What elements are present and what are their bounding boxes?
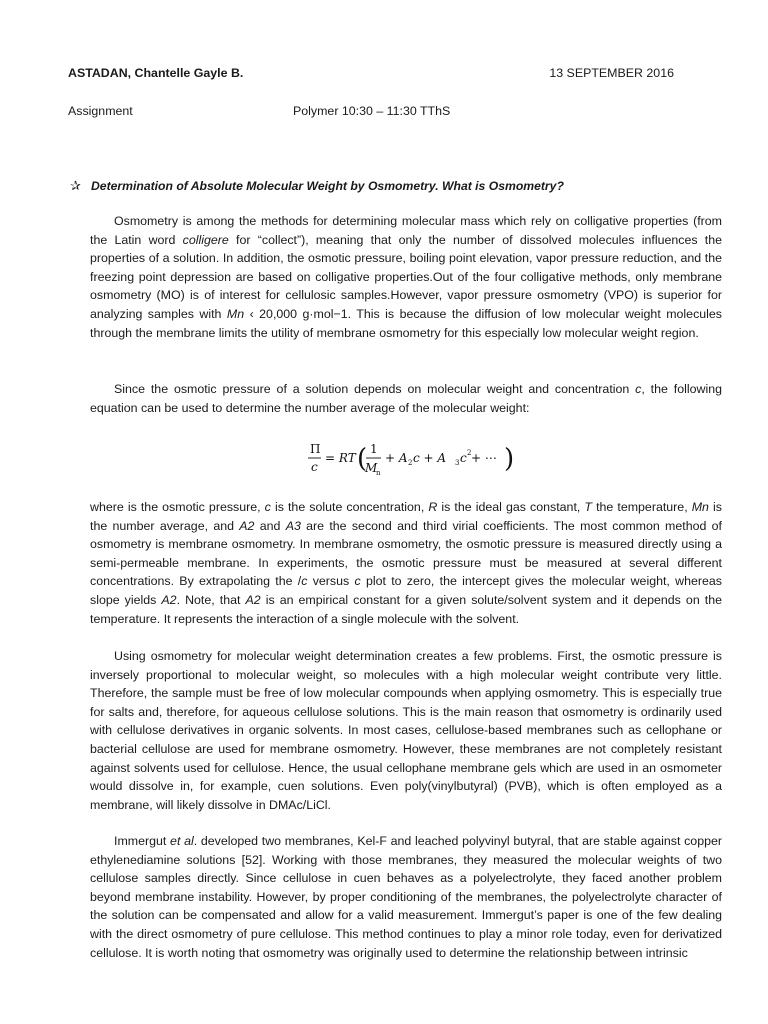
text-run: . Note, that xyxy=(176,592,246,607)
header-row-assignment xyxy=(68,104,674,118)
header-row-author xyxy=(68,66,674,80)
symbol-c: c xyxy=(264,500,271,514)
section-heading xyxy=(70,178,708,194)
text-run: for “collect”), meaning that only the number of dissolved molecules influences the properties of a solution. In addition, the osmotic pressure, boiling point elevation, vapor pressure reduction, and the freezing point depression are based on colligative properties.Out of the four colligative methods, only membrane osmometry (MO) is of interest for cellulosic samples.However, vapor pressure osmometry (VPO) is superior for analyzing samples with xyxy=(90,232,722,321)
symbol-mn: Mn xyxy=(691,500,709,514)
eq-left-paren: ( xyxy=(357,444,368,474)
symbol-a2: A2 xyxy=(239,518,255,533)
assignment-label: Assignment xyxy=(68,104,133,118)
text-run: Immergut xyxy=(114,834,171,848)
eq-c-squared: c xyxy=(460,451,467,465)
text-run: ‹ 20,000 g·mol−1. This is because the diffusion of low molecular weight molecules through the membrane limits the utility of membrane osmometry for this especially low molecular weight region. xyxy=(90,306,722,340)
symbol-a2: A2 xyxy=(161,592,177,607)
author-name: ASTADAN, Chantelle Gayle B. xyxy=(68,66,244,80)
eq-a2-sub: 2 xyxy=(408,459,413,467)
text-run: the temperature, xyxy=(592,500,692,514)
eq-n-sub: n xyxy=(376,469,381,477)
symbol-t: T xyxy=(584,500,592,514)
paragraph-osmometry-problems: Using osmometry for molecular weight determination creates a few problems. First, the osmotic pressure is inversely proportional to molecular weight, so molecules with a high molecular weight contribute very little. Therefore, the sample must be free of low molecular compounds when applying osmometry. This is especially true for salts and, therefore, for aqueous cellulose solutions. This is the main reason that osmometry is ordinarily used with cellulose derivatives in organic solvents. In most cases, cellulose-based membranes such as cellophane or bacterial cellulose are used for membrane osmometry. However, these membranes are not completely resistant against solvents used for cellulose. Hence, the usual cellophane membrane gels which are used in an osmometer would dissolve in, for example, cuen solutions. Even poly(vinylbutyral) (PVB), which is often employed as a membrane, will likely dissolve in DMAc/LiCl. xyxy=(90,649,722,812)
text-run: is the number average, and xyxy=(90,500,722,533)
symbol-a3: A3 xyxy=(285,518,301,533)
text-run: are the second and third virial coefficients. The most common method of osmometry is membrane osmometry. In membrane osmometry, the osmotic pressure is measured directly using a semi-permeable membrane. In experiments, the osmotic pressure must be measured at several different concentrations. By extrapolating the / xyxy=(90,518,723,589)
symbol-a2: A2 xyxy=(245,592,261,607)
eq-dots: + ⋯ xyxy=(471,451,497,465)
paragraph-osmometry-intro xyxy=(90,212,722,342)
text-run: plot to zero, the intercept gives the molecular weight, whereas slope yields xyxy=(90,574,722,607)
star-bullet-icon: ✰ xyxy=(70,178,81,193)
paragraph-where-definitions xyxy=(90,498,722,628)
document-date: 13 SEPTEMBER 2016 xyxy=(549,66,674,80)
eq-pi: Π xyxy=(310,442,321,456)
paragraph-osmotic-pressure xyxy=(90,380,722,417)
symbol-c: c xyxy=(301,574,308,589)
latin-term: colligere xyxy=(182,232,229,247)
osmotic-pressure-equation xyxy=(308,438,518,480)
eq-m: M xyxy=(365,461,378,475)
text-run: where is the osmotic pressure, xyxy=(90,500,265,514)
eq-plus-a: + A xyxy=(385,451,408,465)
symbol-c: c xyxy=(635,382,642,396)
symbol-c: c xyxy=(354,574,361,589)
eq-one: 1 xyxy=(370,442,378,456)
text-run: is the ideal gas constant, xyxy=(437,500,585,514)
text-run: , the following equation can be used to determine the number average of the molecular weight: xyxy=(90,382,722,415)
text-run: versus xyxy=(307,574,355,589)
section-heading-text: Determination of Absolute Molecular Weight by Osmometry. What is Osmometry? xyxy=(91,179,564,193)
text-run: and xyxy=(254,518,286,533)
symbol-mn: Mn xyxy=(226,306,245,321)
eq-right-paren: ) xyxy=(504,444,515,474)
eq-sq: 2 xyxy=(467,449,472,457)
course-schedule: Polymer 10:30 – 11:30 TThS xyxy=(293,104,451,118)
text-run: is the solute concentration, xyxy=(270,500,429,514)
text-run: Since the osmotic pressure of a solution depends on molecular weight and concentration xyxy=(114,382,636,396)
eq-c-plus-a: c + A xyxy=(413,451,447,465)
text-run: is an empirical constant for a given solute/solvent system and it depends on the temperature. It represents the interaction of a single molecule with the solvent. xyxy=(90,592,722,626)
paragraph-immergut xyxy=(90,832,722,962)
text-run: Osmometry is among the methods for determining molecular mass which rely on colligative properties (from the Latin word xyxy=(90,214,722,247)
eq-a3-sub: 3 xyxy=(455,459,460,467)
eq-c: c xyxy=(311,460,318,474)
text-run: . developed two membranes, Kel-F and leached polyvinyl butyral, that are stable against copper ethylenediamine solutions [52]. Working with those membranes, they measured the molecular weights of two cellulose samples directly. Since cellulose in cuen behaves as a polyelectrolyte, they faced another problem beyond membrane instability. However, by proper conditioning of the membranes, the polyelectrolyte character of the solution can be compensated and allow for a valid measurement. Immergut’s paper is one of the few dealing with the direct osmometry of pure cellulose. This method continues to play a minor role today, even for derivatized cellulose. It is worth noting that osmometry was originally used to determine the relationship between intrinsic xyxy=(90,834,722,960)
et-al: et al xyxy=(170,834,194,848)
eq-equals-rt: = RT xyxy=(325,451,356,465)
symbol-r: R xyxy=(428,500,438,514)
